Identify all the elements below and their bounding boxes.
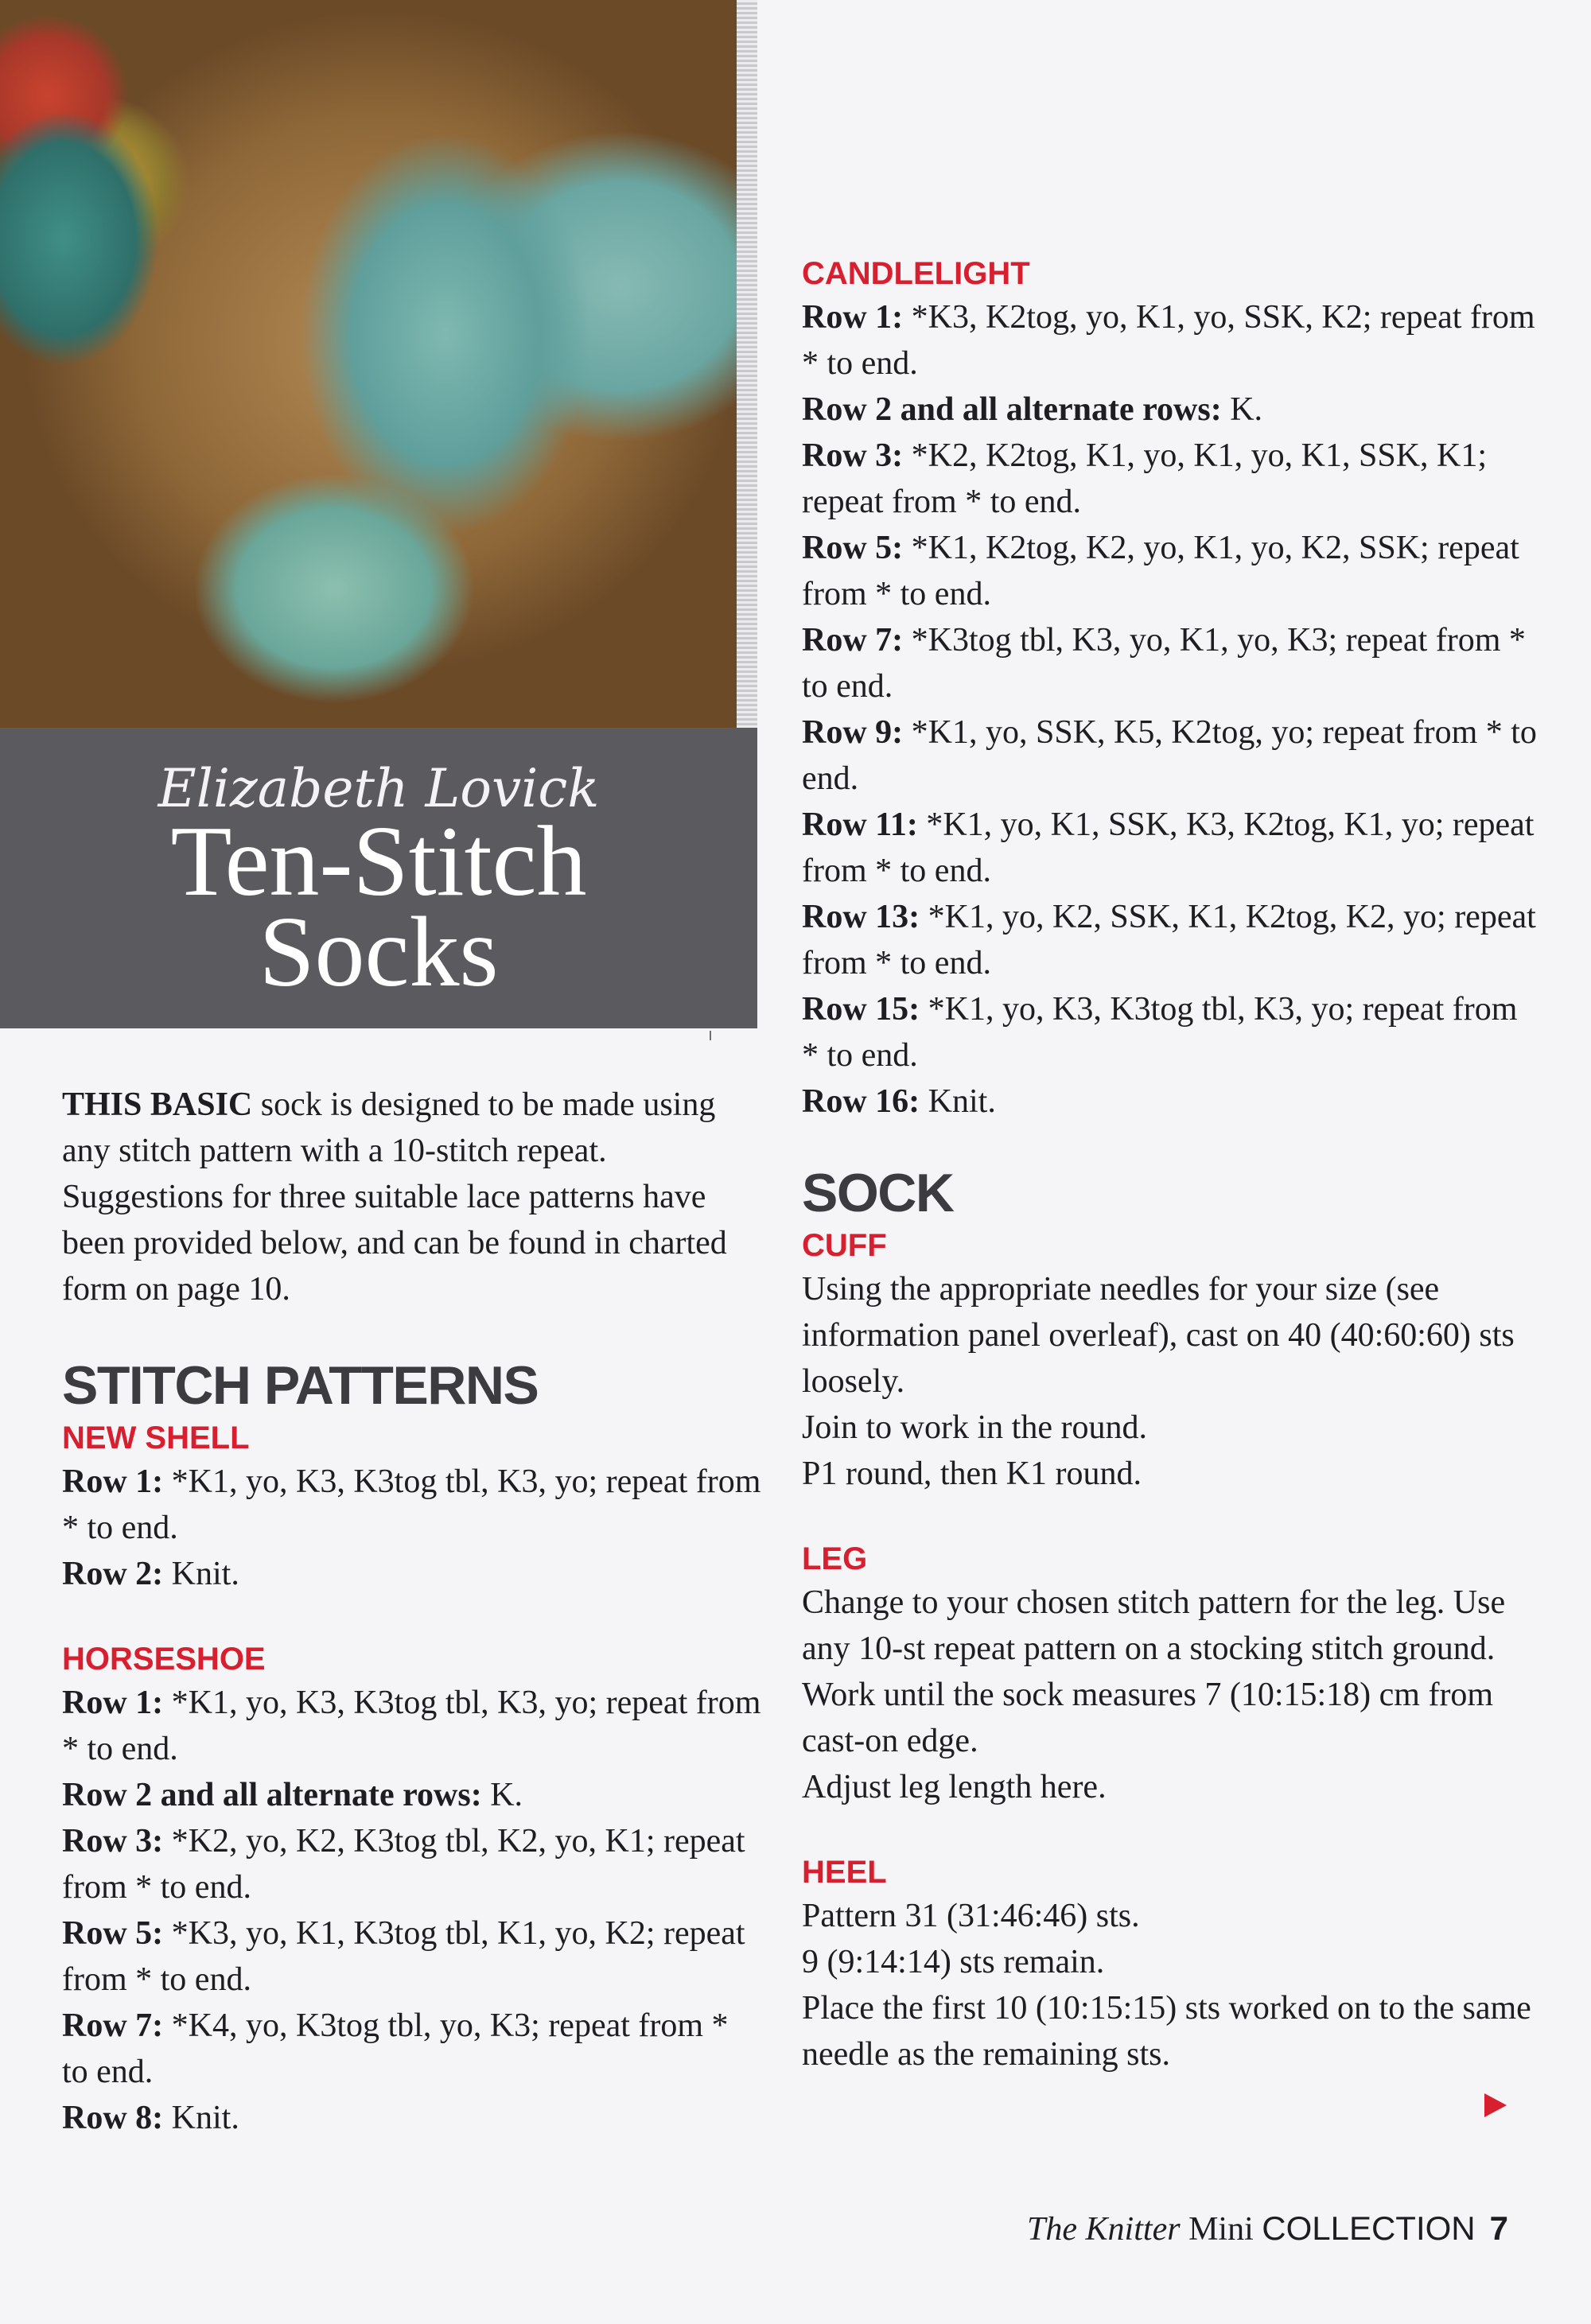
socks-photo xyxy=(0,0,757,728)
instruction-line: 9 (9:14:14) sts remain. xyxy=(802,1944,1105,1980)
horseshoe-heading: HORSESHOE xyxy=(62,1642,266,1677)
title-panel xyxy=(0,728,757,1028)
title-line-2: Socks xyxy=(259,897,499,1008)
pattern-row: Row 11: *K1, yo, K1, SSK, K3, K2tog, K1, yo; repeat from * to end. xyxy=(802,806,1535,889)
pattern-row: Row 2 and all alternate rows: K. xyxy=(62,1777,523,1813)
pattern-row: Row 1: *K1, yo, K3, K3tog tbl, K3, yo; repeat from * to end. xyxy=(62,1685,761,1767)
new-shell-rows xyxy=(62,1459,762,1597)
pattern-row: Row 13: *K1, yo, K2, SSK, K1, K2tog, K2, yo; repeat from * to end. xyxy=(802,899,1536,981)
pattern-row: Row 3: *K2, yo, K2, K3tog tbl, K2, yo, K1; repeat from * to end. xyxy=(62,1823,745,1906)
candlelight-heading: CANDLELIGHT xyxy=(802,256,1030,291)
instruction-line: Change to your chosen stitch pattern for the leg. Use any 10-st repeat pattern on a stocking stitch ground. xyxy=(802,1584,1506,1667)
pattern-row: Row 15: *K1, yo, K3, K3tog tbl, K3, yo; repeat from * to end. xyxy=(802,991,1518,1074)
pattern-row: Row 8: Knit. xyxy=(62,2100,239,2136)
pattern-row: Row 2 and all alternate rows: K. xyxy=(802,391,1263,428)
cuff-heading: CUFF xyxy=(802,1228,887,1263)
instruction-line: Place the first 10 (10:15:15) sts worked on to the same needle as the remaining sts. xyxy=(802,1990,1531,2073)
mini-label: Mini xyxy=(1180,2211,1262,2248)
pattern-row: Row 7: *K3tog tbl, K3, yo, K1, yo, K3; repeat from * to end. xyxy=(802,622,1526,705)
pattern-row: Row 1: *K3, K2tog, yo, K1, yo, SSK, K2; repeat from * to end. xyxy=(802,299,1535,382)
instruction-line: Work until the sock measures 7 (10:15:18) cm from cast-on edge. xyxy=(802,1677,1494,1759)
instruction-line: Using the appropriate needles for your size (see information panel overleaf), cast on 40 (40:60:60) sts loosely. xyxy=(802,1271,1515,1400)
instruction-line: P1 round, then K1 round. xyxy=(802,1455,1142,1492)
intro-paragraph xyxy=(62,1082,762,1312)
continue-arrow-icon xyxy=(1484,2093,1507,2117)
stitch-patterns-heading: STITCH PATTERNS xyxy=(62,1355,539,1416)
candlelight-rows xyxy=(802,294,1542,1125)
leg-instructions xyxy=(802,1580,1542,1810)
right-column xyxy=(802,253,1542,2077)
sock-heading: SOCK xyxy=(802,1163,954,1223)
heel-instructions xyxy=(802,1893,1542,2077)
instruction-line: Adjust leg length here. xyxy=(802,1769,1107,1805)
pattern-row: Row 2: Knit. xyxy=(62,1556,239,1592)
page-footer xyxy=(1027,2209,1508,2248)
horseshoe-rows xyxy=(62,1680,762,2141)
new-shell-heading: NEW SHELL xyxy=(62,1420,250,1455)
left-column xyxy=(62,1082,762,2141)
instruction-line: Pattern 31 (31:46:46) sts. xyxy=(802,1898,1140,1934)
heel-heading: HEEL xyxy=(802,1855,887,1890)
intro-text: sock is designed to be made using any stitch pattern with a 10-stitch repeat. Suggestions for three suitable lace patterns have been provided below, and can be found in charted form on page 10. xyxy=(62,1086,727,1308)
pattern-row: Row 5: *K3, yo, K1, K3tog tbl, K1, yo, K2; repeat from * to end. xyxy=(62,1915,745,1998)
pattern-row: Row 7: *K4, yo, K3tog tbl, yo, K3; repeat from * to end. xyxy=(62,2007,729,2090)
divider-tick xyxy=(710,1031,711,1040)
intro-lead: THIS BASIC xyxy=(62,1086,253,1123)
pattern-row: Row 5: *K1, K2tog, K2, yo, K1, yo, K2, SSK; repeat from * to end. xyxy=(802,530,1519,612)
author-name: Elizabeth Lovick xyxy=(158,758,600,819)
magazine-name: The Knitter xyxy=(1027,2211,1181,2248)
pattern-row: Row 16: Knit. xyxy=(802,1083,996,1120)
pattern-row: Row 9: *K1, yo, SSK, K5, K2tog, yo; repeat from * to end. xyxy=(802,714,1537,797)
pattern-row: Row 3: *K2, K2tog, K1, yo, K1, yo, K1, SSK, K1; repeat from * to end. xyxy=(802,437,1488,520)
article-title xyxy=(0,806,757,1008)
collection-label: COLLECTION xyxy=(1262,2209,1476,2247)
leg-heading: LEG xyxy=(802,1541,868,1576)
instruction-line: Join to work in the round. xyxy=(802,1409,1147,1446)
cuff-instructions xyxy=(802,1266,1542,1497)
page-number: 7 xyxy=(1489,2209,1508,2247)
title-line-1: Ten-Stitch xyxy=(170,806,587,917)
pattern-row: Row 1: *K1, yo, K3, K3tog tbl, K3, yo; repeat from * to end. xyxy=(62,1463,761,1546)
